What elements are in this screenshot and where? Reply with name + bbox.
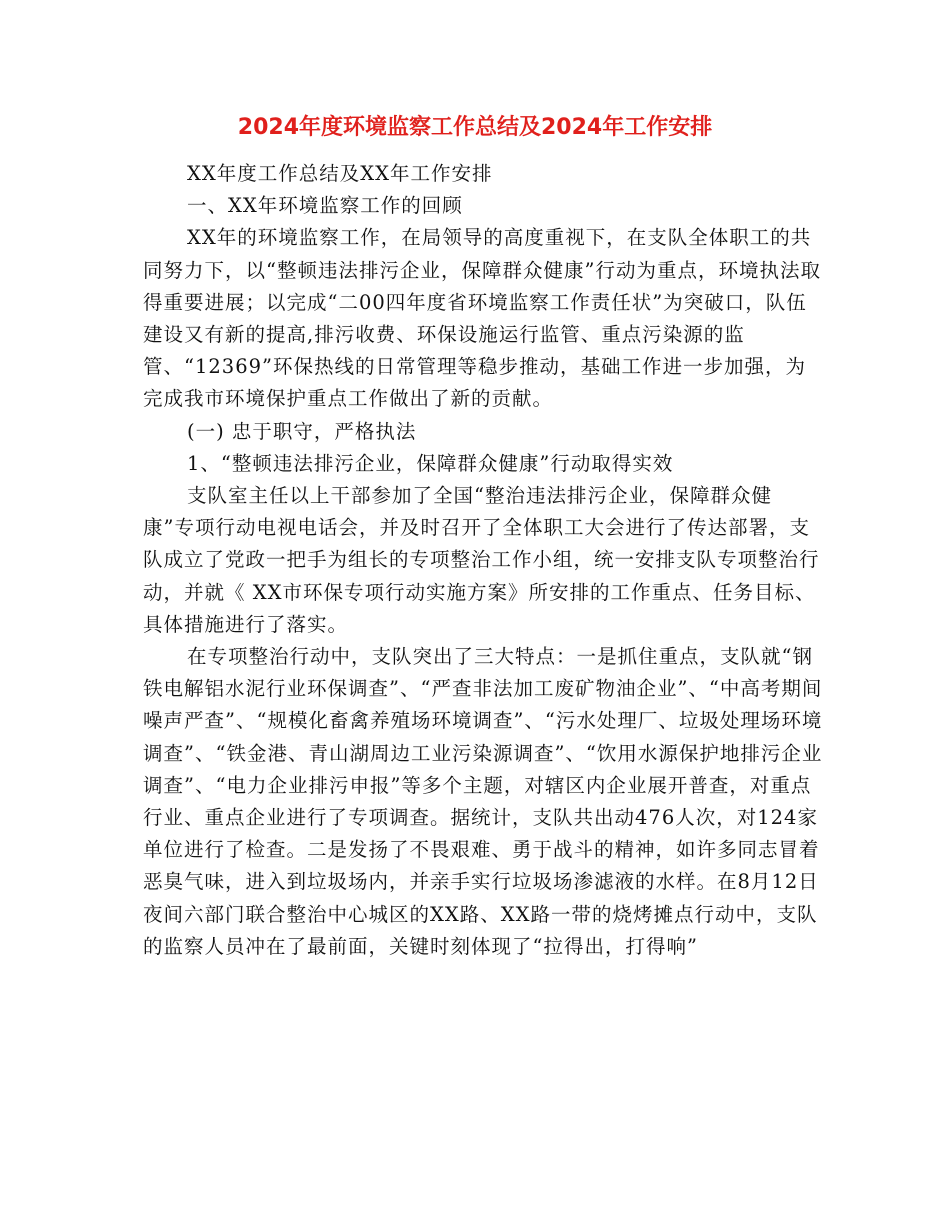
paragraph-item-heading: 1、“整顿违法排污企业，保障群众健康”行动取得实效 xyxy=(187,451,674,475)
document-body xyxy=(143,158,823,963)
paragraph-section-heading: 一、XX年环境监察工作的回顾 xyxy=(187,194,463,218)
paragraph-meeting: 支队室主任以上干部参加了全国“整治违法排污企业，保障群众健康”专项行动电视电话会，并及时召开了全体职工大会进行了传达部署，支队成立了党政一把手为组长的专项整治工作小组，统一安排支队专项整治行动，并就《 XX市环保专项行动实施方案》所安排的工作重点、任务目标、具体措施进行了落实。 xyxy=(143,484,820,636)
paragraph-subtitle: XX年度工作总结及XX年工作安排 xyxy=(187,162,493,185)
paragraph-review: XX年的环境监察工作，在局领导的高度重视下，在支队全体职工的共同努力下，以“整顿违法排污企业，保障群众健康”行动为重点，环境执法取得重要进展；以完成“二00四年度省环境监察工作责任状”为突破口，队伍建设又有新的提高,排污收费、环保设施运行监管、重点污染源的监管、“12369”环保热线的日常管理等稳步推动，基础工作进一步加强，为完成我市环境保护重点工作做出了新的贡献。 xyxy=(143,226,821,411)
paragraph-subsection-heading: (一) 忠于职守，严格执法 xyxy=(187,419,417,443)
paragraph-features: 在专项整治行动中，支队突出了三大特点：一是抓住重点，支队就“钢铁电解铝水泥行业环保调查”、“严查非法加工废矿物油企业”、“中高考期间噪声严查”、“规模化畜禽养殖场环境调查”、“污水处理厂、垃圾处理场环境调查”、“铁金港、青山湖周边工业污染源调查”、“饮用水源保护地排污企业调查”、“电力企业排污申报”等多个主题，对辖区内企业展开普查，对重点行业、重点企业进行了专项调查。据统计，支队共出动476人次，对124家单位进行了检查。二是发扬了不畏艰难、勇于战斗的精神，如许多同志冒着恶臭气味，进入到垃圾场内，并亲手实行垃圾场渗滤液的水样。在8月12日夜间六部门联合整治中心城区的XX路、XX路一带的烧烤摊点行动中，支队的监察人员冲在了最前面，关键时刻体现了“拉得出，打得响” xyxy=(143,645,823,958)
document-title: 2024年度环境监察工作总结及2024年工作安排 xyxy=(237,115,713,140)
